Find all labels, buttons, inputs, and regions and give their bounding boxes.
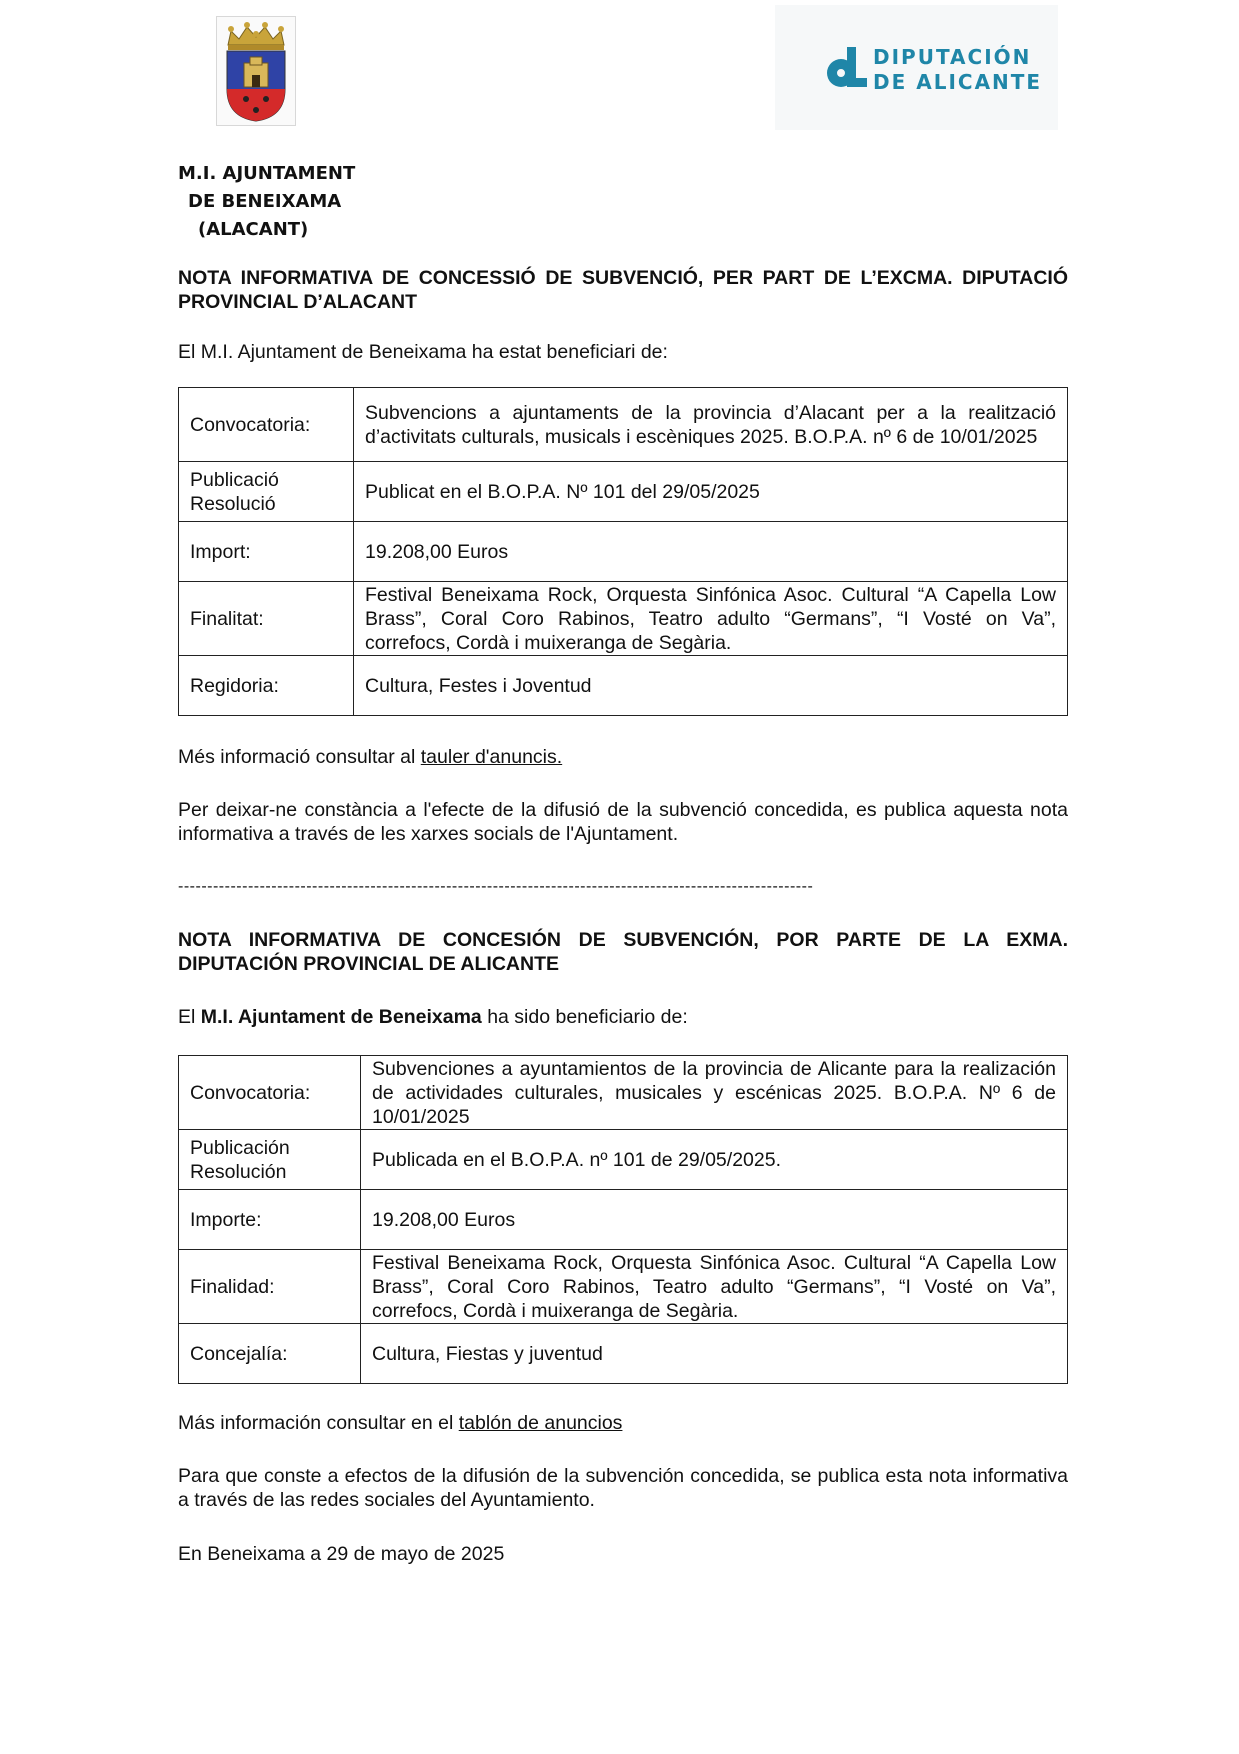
row-label: Convocatoria: [179,1056,361,1130]
table-row [179,1324,1068,1384]
table-row [179,522,1068,582]
valencian-closing: Per deixar-ne constància a l'efecte de la difusió de la subvenció concedida, es publica aquesta nota informativa a través de les xarxes socials de l'Ajuntament. [178,799,1068,845]
municipality-line-2: DE BENEIXAMA [188,191,342,212]
intro-bold: M.I. Ajuntament de Beneixama [200,1006,482,1028]
row-value: Festival Beneixama Rock, Orquesta Sinfónica Asoc. Cultural “A Capella Low Brass”, Coral Coro Rabinos, Teatro adulto “Germans”, “I Vosté on Va”, correfocs, Cordà i muixeranga de Segària. [361,1250,1068,1324]
spanish-intro [178,1005,1068,1029]
table-row [179,1056,1068,1130]
spanish-heading: NOTA INFORMATIVA DE CONCESIÓN DE SUBVENCIÓN, POR PARTE DE LA EXMA. DIPUTACIÓN PROVINCIAL DE ALICANTE [178,929,1068,975]
row-label: Concejalía: [179,1324,361,1384]
spanish-grant-table [178,1055,1068,1384]
row-label: Convocatoria: [179,388,354,462]
spanish-more-info [178,1411,1068,1435]
valencian-more-info [178,745,1068,769]
notice-board-link[interactable]: tablón de anuncios [458,1412,623,1434]
table-row [179,582,1068,656]
more-info-text: Més informació consultar al [178,746,421,768]
row-label: Regidoria: [179,656,354,716]
valencian-heading: NOTA INFORMATIVA DE CONCESSIÓ DE SUBVENCIÓ, PER PART DE L’EXCMA. DIPUTACIÓ PROVINCIAL D’ALACANT [178,267,1068,313]
table-row [179,1250,1068,1324]
diputacion-logo-text [873,45,1042,95]
row-value: Subvencions a ajuntaments de la provincia d’Alacant per a la realització d’activitats culturals, musicals i escèniques 2025. B.O.P.A. nº 6 de 10/01/2025 [354,388,1068,462]
row-label: Publicación Resolución [179,1130,361,1190]
more-info-text: Más información consultar en el [178,1412,459,1434]
row-value: Festival Beneixama Rock, Orquesta Sinfónica Asoc. Cultural “A Capella Low Brass”, Coral Coro Rabinos, Teatro adulto “Germans”, “I Vosté on Va”, correfocs, Cordà i muixeranga de Segària. [354,582,1068,656]
row-value: 19.208,00 Euros [354,522,1068,582]
date-line: En Beneixama a 29 de mayo de 2025 [178,1543,505,1565]
diputacion-alicante-logo-icon [825,43,869,98]
row-label: Publicació Resolució [179,462,354,522]
logo-line-2: DE ALICANTE [873,70,1043,94]
valencian-intro: El M.I. Ajuntament de Beneixama ha estat beneficiari de: [178,341,668,363]
municipality-header [178,160,355,244]
row-value: Publicat en el B.O.P.A. Nº 101 del 29/05/2025 [354,462,1068,522]
notice-board-link[interactable]: tauler d'anuncis. [420,746,563,768]
spanish-closing: Para que conste a efectos de la difusión de la subvención concedida, se publica esta nota informativa a través de las redes sociales del Ayuntamiento. [178,1465,1068,1511]
section-separator: ------------------------------------------------------------------------------------------------------------- [178,878,814,895]
diputacion-logo [775,5,1058,130]
row-label: Import: [179,522,354,582]
row-value: Cultura, Festes i Joventud [354,656,1068,716]
row-value: 19.208,00 Euros [361,1190,1068,1250]
table-row [179,1130,1068,1190]
table-row [179,462,1068,522]
row-label: Finalidad: [179,1250,361,1324]
row-value: Cultura, Fiestas y juventud [361,1324,1068,1384]
valencian-grant-table [178,387,1068,716]
table-row [179,656,1068,716]
logo-line-1: DIPUTACIÓN [873,45,1032,69]
intro-suffix: ha sido beneficiario de: [481,1006,688,1028]
beneixama-coat-of-arms-icon [216,16,296,126]
row-value: Subvenciones a ayuntamientos de la provincia de Alicante para la realización de actividades culturales, musicales y escénicas 2025. B.O.P.A. Nº 6 de 10/01/2025 [361,1056,1068,1130]
row-value: Publicada en el B.O.P.A. nº 101 de 29/05/2025. [361,1130,1068,1190]
table-row [179,1190,1068,1250]
row-label: Finalitat: [179,582,354,656]
intro-prefix: El [178,1006,201,1028]
municipality-line-1: M.I. AJUNTAMENT [178,163,356,184]
row-label: Importe: [179,1190,361,1250]
municipality-line-3: (ALACANT) [198,219,309,240]
table-row [179,388,1068,462]
